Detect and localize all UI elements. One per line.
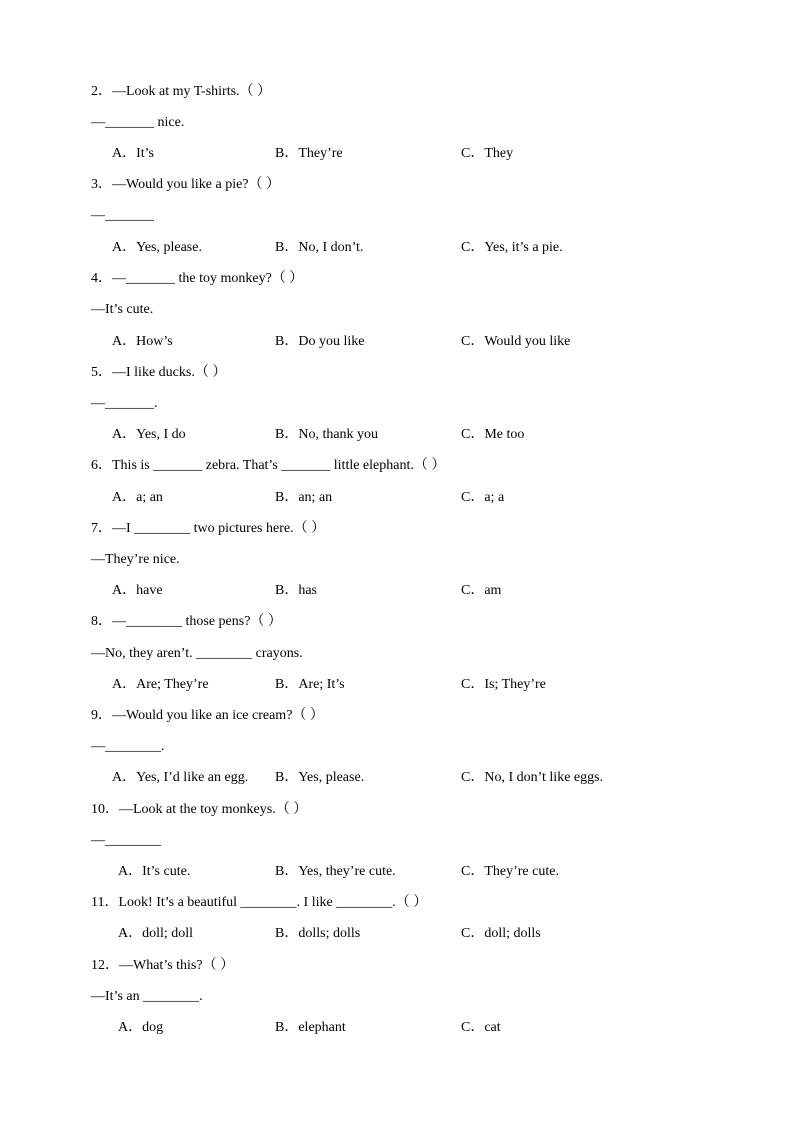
question-8-option-b[interactable]: B．Are; It’s [275,677,345,692]
question-5-option-a[interactable]: A．Yes, I do [112,427,186,442]
question-12-option-c[interactable]: C．cat [461,1020,501,1035]
question-5-option-c[interactable]: C．Me too [461,427,525,442]
question-10-option-b[interactable]: B．Yes, they’re cute. [275,864,396,879]
question-12-option-a[interactable]: A．dog [118,1020,164,1035]
question-3-stem: 3．—Would you like a pie?（ ） [91,177,281,192]
question-3-option-b[interactable]: B．No, I don’t. [275,240,364,255]
question-8-option-a[interactable]: A．Are; They’re [112,677,209,692]
question-9-option-a[interactable]: A．Yes, I’d like an egg. [112,770,249,785]
question-4-option-c[interactable]: C．Would you like [461,334,571,349]
question-11-stem: 11．Look! It’s a beautiful ________. I like ________.（ ） [91,895,428,910]
question-7-stem: 7．—I ________ two pictures here.（ ） [91,521,326,536]
question-10-option-c[interactable]: C．They’re cute. [461,864,559,879]
question-5-answer-line: —_______. [91,396,158,411]
question-4-answer-line: —It’s cute. [91,302,154,317]
question-5-option-b[interactable]: B．No, thank you [275,427,379,442]
question-12-option-b[interactable]: B．elephant [275,1020,346,1035]
question-11-option-c[interactable]: C．doll; dolls [461,926,541,941]
question-2-option-a[interactable]: A．It’s [112,146,154,161]
question-2-option-b[interactable]: B．They’re [275,146,343,161]
question-3-option-a[interactable]: A．Yes, please. [112,240,202,255]
question-2-option-c[interactable]: C．They [461,146,514,161]
question-8-answer-line: —No, they aren’t. ________ crayons. [91,646,303,661]
question-9-answer-line: —________. [91,739,165,754]
question-10-answer-line: —________ [91,833,161,848]
question-8-stem: 8．—________ those pens?（ ） [91,614,282,629]
question-11-option-b[interactable]: B．dolls; dolls [275,926,361,941]
question-7-answer-line: —They’re nice. [91,552,180,567]
question-2-stem: 2．—Look at my T-shirts.（ ） [91,84,272,99]
question-6-option-b[interactable]: B．an; an [275,490,333,505]
question-7-option-c[interactable]: C．am [461,583,502,598]
question-12-stem: 12．—What’s this?（ ） [91,958,235,973]
question-5-stem: 5．—I like ducks.（ ） [91,365,227,380]
question-9-option-b[interactable]: B．Yes, please. [275,770,365,785]
question-9-stem: 9．—Would you like an ice cream?（ ） [91,708,324,723]
question-7-option-a[interactable]: A．have [112,583,163,598]
question-4-option-a[interactable]: A．How’s [112,334,173,349]
question-10-option-a[interactable]: A．It’s cute. [118,864,191,879]
question-3-option-c[interactable]: C．Yes, it’s a pie. [461,240,563,255]
question-4-stem: 4．—_______ the toy monkey?（ ） [91,271,304,286]
question-9-option-c[interactable]: C．No, I don’t like eggs. [461,770,604,785]
question-6-stem: 6．This is _______ zebra. That’s _______ little elephant.（ ） [91,458,446,473]
question-8-option-c[interactable]: C．Is; They’re [461,677,546,692]
question-6-option-c[interactable]: C．a; a [461,490,505,505]
question-3-answer-line: —_______ [91,208,154,223]
question-6-option-a[interactable]: A．a; an [112,490,163,505]
question-12-answer-line: —It’s an ________. [91,989,203,1004]
question-11-option-a[interactable]: A．doll; doll [118,926,194,941]
question-4-option-b[interactable]: B．Do you like [275,334,365,349]
question-7-option-b[interactable]: B．has [275,583,317,598]
question-10-stem: 10．—Look at the toy monkeys.（ ） [91,802,308,817]
question-2-answer-line: —_______ nice. [91,115,185,130]
